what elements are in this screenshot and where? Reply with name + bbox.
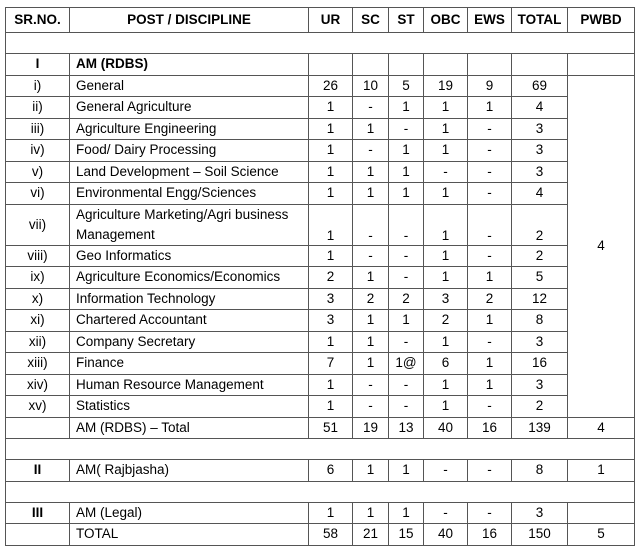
- row-ews: 1: [468, 267, 512, 289]
- header-ur: UR: [309, 8, 353, 33]
- grand-total-row-post: TOTAL: [70, 524, 309, 546]
- row-ur: 1: [309, 331, 353, 353]
- row-ews: -: [468, 204, 512, 245]
- row-obc: 1: [424, 183, 468, 205]
- row-ur: 26: [309, 75, 353, 97]
- row-ews: 2: [468, 288, 512, 310]
- row-st: -: [389, 374, 424, 396]
- row-obc: 1: [424, 118, 468, 140]
- table-row: [6, 183, 635, 205]
- row-sc: -: [353, 374, 389, 396]
- section-title: AM (RDBS): [70, 54, 309, 76]
- row-st: -: [389, 118, 424, 140]
- row-ews: 1: [468, 97, 512, 119]
- row-obc: -: [424, 161, 468, 183]
- row-ews: -: [468, 331, 512, 353]
- row-obc: 19: [424, 75, 468, 97]
- row-ur: 3: [309, 310, 353, 332]
- row-post: Company Secretary: [70, 331, 309, 353]
- row-ur: 1: [309, 97, 353, 119]
- section2-row-ur: 6: [309, 460, 353, 482]
- row-obc: 6: [424, 353, 468, 375]
- row-post: Agriculture Economics/Economics: [70, 267, 309, 289]
- header-ews: EWS: [468, 8, 512, 33]
- section1-total-row: [6, 417, 635, 439]
- table-row: [6, 374, 635, 396]
- row-st: 1: [389, 183, 424, 205]
- row-srno: xi): [6, 310, 70, 332]
- spacer-row: [6, 481, 635, 502]
- row-sc: 1: [353, 161, 389, 183]
- row-post: Finance: [70, 353, 309, 375]
- row-srno: vi): [6, 183, 70, 205]
- row-srno: ii): [6, 97, 70, 119]
- row-st: -: [389, 204, 424, 245]
- row-ur: 1: [309, 245, 353, 267]
- table-row: [6, 118, 635, 140]
- vacancy-table: [5, 7, 635, 546]
- row-ews: 9: [468, 75, 512, 97]
- section1-total-row-post: AM (RDBS) – Total: [70, 417, 309, 439]
- table-row: [6, 75, 635, 97]
- section3-row-obc: -: [424, 502, 468, 524]
- row-sc: -: [353, 140, 389, 162]
- row-st: -: [389, 396, 424, 418]
- row-sc: 1: [353, 118, 389, 140]
- header-pwbd: PWBD: [568, 8, 635, 33]
- row-st: 1: [389, 310, 424, 332]
- row-st: 1@: [389, 353, 424, 375]
- table-row: [6, 396, 635, 418]
- row-obc: 1: [424, 245, 468, 267]
- header-total: TOTAL: [512, 8, 568, 33]
- row-post: Human Resource Management: [70, 374, 309, 396]
- row-ews: 1: [468, 374, 512, 396]
- row-srno: xv): [6, 396, 70, 418]
- spacer-row: [6, 439, 635, 460]
- section1-total-row-ur: 51: [309, 417, 353, 439]
- row-post: Food/ Dairy Processing: [70, 140, 309, 162]
- section1-total-row-pwbd: 4: [568, 417, 635, 439]
- row-srno: xiii): [6, 353, 70, 375]
- section3-row-pwbd: [568, 502, 635, 524]
- section3-row-srno: III: [6, 502, 70, 524]
- table-row: [6, 288, 635, 310]
- row-sc: 10: [353, 75, 389, 97]
- row-sc: 2: [353, 288, 389, 310]
- section2-row-obc: -: [424, 460, 468, 482]
- table-row: [6, 204, 635, 245]
- section1-total-row-obc: 40: [424, 417, 468, 439]
- header-obc: OBC: [424, 8, 468, 33]
- section2-row-total: 8: [512, 460, 568, 482]
- grand-total-row-ur: 58: [309, 524, 353, 546]
- section3-row-ur: 1: [309, 502, 353, 524]
- row-ews: -: [468, 161, 512, 183]
- row-sc: 1: [353, 183, 389, 205]
- grand-total-row-total: 150: [512, 524, 568, 546]
- section3-row-total: 3: [512, 502, 568, 524]
- grand-total-row-st: 15: [389, 524, 424, 546]
- section1-total-row-st: 13: [389, 417, 424, 439]
- row-srno: ix): [6, 267, 70, 289]
- row-total: 3: [512, 140, 568, 162]
- row-ur: 1: [309, 161, 353, 183]
- table-row: [6, 331, 635, 353]
- row-total: 69: [512, 75, 568, 97]
- row-total: 5: [512, 267, 568, 289]
- table-row: [6, 161, 635, 183]
- row-ur: 1: [309, 396, 353, 418]
- grand-total-row-ews: 16: [468, 524, 512, 546]
- row-total: 3: [512, 118, 568, 140]
- row-post: Geo Informatics: [70, 245, 309, 267]
- header-st: ST: [389, 8, 424, 33]
- grand-total-row-pwbd: 5: [568, 524, 635, 546]
- row-post: Information Technology: [70, 288, 309, 310]
- row-ur: 1: [309, 140, 353, 162]
- row-sc: -: [353, 204, 389, 245]
- section2-row-sc: 1: [353, 460, 389, 482]
- row-ews: -: [468, 245, 512, 267]
- row-sc: 1: [353, 310, 389, 332]
- row-srno: i): [6, 75, 70, 97]
- row-obc: 2: [424, 310, 468, 332]
- spacer-row: [6, 33, 635, 54]
- row-total: 3: [512, 374, 568, 396]
- row-ur: 2: [309, 267, 353, 289]
- row-ur: 1: [309, 183, 353, 205]
- row-post: Chartered Accountant: [70, 310, 309, 332]
- row-ews: 1: [468, 310, 512, 332]
- row-st: 1: [389, 140, 424, 162]
- row-post: Statistics: [70, 396, 309, 418]
- row-st: -: [389, 331, 424, 353]
- table-row: [6, 97, 635, 119]
- row-total: 2: [512, 396, 568, 418]
- row-st: 5: [389, 75, 424, 97]
- grand-total-row-sc: 21: [353, 524, 389, 546]
- row-sc: -: [353, 396, 389, 418]
- row-total: 16: [512, 353, 568, 375]
- section2-row-pwbd: 1: [568, 460, 635, 482]
- section2-row-srno: II: [6, 460, 70, 482]
- grand-total-row-srno: [6, 524, 70, 546]
- table-row: [6, 310, 635, 332]
- row-st: -: [389, 267, 424, 289]
- section3-row-sc: 1: [353, 502, 389, 524]
- header-post: POST / DISCIPLINE: [70, 8, 309, 33]
- row-post: Environmental Engg/Sciences: [70, 183, 309, 205]
- table-row: [6, 353, 635, 375]
- row-total: 8: [512, 310, 568, 332]
- section-srno: I: [6, 54, 70, 76]
- table-row: [6, 140, 635, 162]
- row-sc: -: [353, 245, 389, 267]
- table-row: [6, 267, 635, 289]
- row-ur: 1: [309, 118, 353, 140]
- row-total: 12: [512, 288, 568, 310]
- row-post: Land Development – Soil Science: [70, 161, 309, 183]
- section3-row-ews: -: [468, 502, 512, 524]
- row-ews: 1: [468, 353, 512, 375]
- section3-row-post: AM (Legal): [70, 502, 309, 524]
- row-total: 4: [512, 97, 568, 119]
- row-post: Agriculture Marketing/Agri business Management: [70, 204, 309, 245]
- row-srno: xiv): [6, 374, 70, 396]
- section-row: [6, 54, 635, 76]
- pwbd-merged-cell: 4: [568, 75, 635, 417]
- row-total: 3: [512, 331, 568, 353]
- row-srno: iii): [6, 118, 70, 140]
- row-sc: -: [353, 97, 389, 119]
- row-obc: 1: [424, 140, 468, 162]
- table-row: [6, 245, 635, 267]
- row-obc: 1: [424, 396, 468, 418]
- row-ur: 7: [309, 353, 353, 375]
- section3-row: [6, 502, 635, 524]
- row-ur: 1: [309, 204, 353, 245]
- row-srno: x): [6, 288, 70, 310]
- row-srno: vii): [6, 204, 70, 245]
- header-row: [6, 8, 635, 33]
- row-srno: v): [6, 161, 70, 183]
- section1-total-row-ews: 16: [468, 417, 512, 439]
- row-obc: 1: [424, 374, 468, 396]
- row-st: -: [389, 245, 424, 267]
- row-total: 2: [512, 204, 568, 245]
- row-post: General Agriculture: [70, 97, 309, 119]
- section1-total-row-total: 139: [512, 417, 568, 439]
- row-sc: 1: [353, 353, 389, 375]
- section2-row-ews: -: [468, 460, 512, 482]
- row-post: General: [70, 75, 309, 97]
- row-ews: -: [468, 183, 512, 205]
- row-srno: iv): [6, 140, 70, 162]
- section1-total-row-sc: 19: [353, 417, 389, 439]
- section2-row: [6, 460, 635, 482]
- header-sc: SC: [353, 8, 389, 33]
- row-srno: xii): [6, 331, 70, 353]
- header-srno: SR.NO.: [6, 8, 70, 33]
- row-ur: 1: [309, 374, 353, 396]
- row-st: 2: [389, 288, 424, 310]
- row-ews: -: [468, 396, 512, 418]
- row-post: Agriculture Engineering: [70, 118, 309, 140]
- row-sc: 1: [353, 331, 389, 353]
- row-total: 2: [512, 245, 568, 267]
- row-srno: viii): [6, 245, 70, 267]
- grand-total-row-obc: 40: [424, 524, 468, 546]
- section2-row-post: AM( Rajbjasha): [70, 460, 309, 482]
- row-ews: -: [468, 118, 512, 140]
- section3-row-st: 1: [389, 502, 424, 524]
- row-st: 1: [389, 97, 424, 119]
- section2-row-st: 1: [389, 460, 424, 482]
- row-obc: 1: [424, 204, 468, 245]
- row-sc: 1: [353, 267, 389, 289]
- row-obc: 1: [424, 331, 468, 353]
- row-ews: -: [468, 140, 512, 162]
- row-total: 3: [512, 161, 568, 183]
- section1-total-row-srno: [6, 417, 70, 439]
- row-st: 1: [389, 161, 424, 183]
- grand-total-row: [6, 524, 635, 546]
- row-ur: 3: [309, 288, 353, 310]
- row-obc: 3: [424, 288, 468, 310]
- row-obc: 1: [424, 97, 468, 119]
- row-obc: 1: [424, 267, 468, 289]
- row-total: 4: [512, 183, 568, 205]
